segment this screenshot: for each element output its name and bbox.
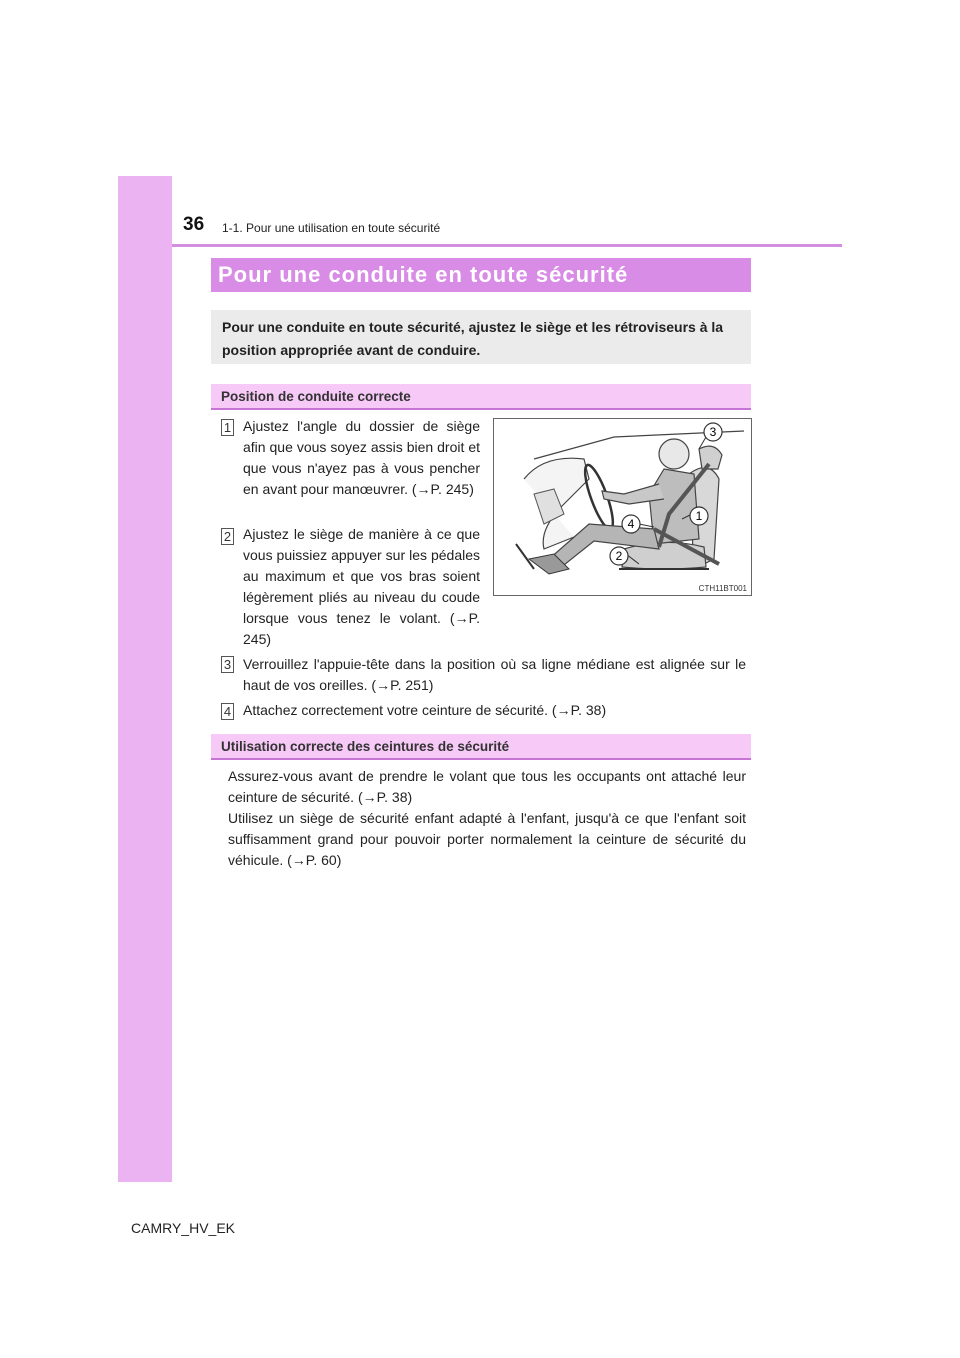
page-number: 36 [183, 214, 205, 235]
number-4-icon: 4 [221, 703, 234, 720]
number-3-icon: 3 [221, 656, 234, 673]
header-rule [172, 244, 842, 247]
seat-belt-paragraph-1: Assurez-vous avant de prendre le volant que tous les occupants ont attaché leur ceinture de sécurité. (→P. 38) [228, 768, 746, 805]
intro-box [211, 310, 751, 364]
svg-text:2: 2 [615, 549, 623, 563]
svg-text:1: 1 [695, 509, 703, 523]
page-title: Pour une conduite en toute sécurité [218, 262, 629, 287]
chapter-tab-bar [118, 176, 172, 1182]
svg-text:3: 3 [709, 425, 717, 439]
figure-code: CTH11BT001 [698, 584, 747, 593]
item-4-text: Attachez correctement votre ceinture de sécurité. (→P. 38) [243, 702, 607, 718]
running-head: 1-1. Pour une utilisation en toute sécurité [222, 221, 441, 235]
item-1-text: Ajustez l'angle du dossier de siège afin que vous soyez assis bien droit et que vous n'ayez pas à vous pencher en avant pour manœuvrer. (→P. 245) [243, 418, 480, 497]
intro-text: Pour une conduite en toute sécurité, ajustez le siège et les rétroviseurs à la position appropriée avant de conduire. [222, 319, 724, 358]
item-3-text: Verrouillez l'appuie-tête dans la position où sa ligne médiane est alignée sur le haut de vos oreilles. (→P. 251) [243, 656, 746, 693]
seat-belt-paragraph-2: Utilisez un siège de sécurité enfant adapté à l'enfant, jusqu'à ce que l'enfant soit suffisamment grand pour pouvoir porter normalement la ceinture de sécurité du véhicule. (→P. 60) [228, 810, 746, 868]
section-heading-text: Position de conduite correcte [221, 389, 411, 404]
section-heading-driving-position [211, 384, 751, 410]
number-1-icon: 1 [221, 419, 234, 436]
page-title-banner [211, 258, 751, 292]
number-2-icon: 2 [221, 528, 234, 545]
driving-position-figure [493, 418, 752, 596]
svg-text:4: 4 [627, 517, 635, 531]
section-heading-seat-belts [211, 734, 751, 760]
item-2-text: Ajustez le siège de manière à ce que vous puissiez appuyer sur les pédales au maximum et que vos bras soient légèrement pliés au niveau du coude lorsque vous tenez le volant. (→P. 245) [243, 526, 480, 647]
section-heading-text: Utilisation correcte des ceintures de sécurité [221, 739, 510, 754]
callout-3 [699, 423, 722, 449]
footer-model-code: CAMRY_HV_EK [131, 1220, 236, 1236]
driver-seat-illustration [494, 419, 751, 595]
